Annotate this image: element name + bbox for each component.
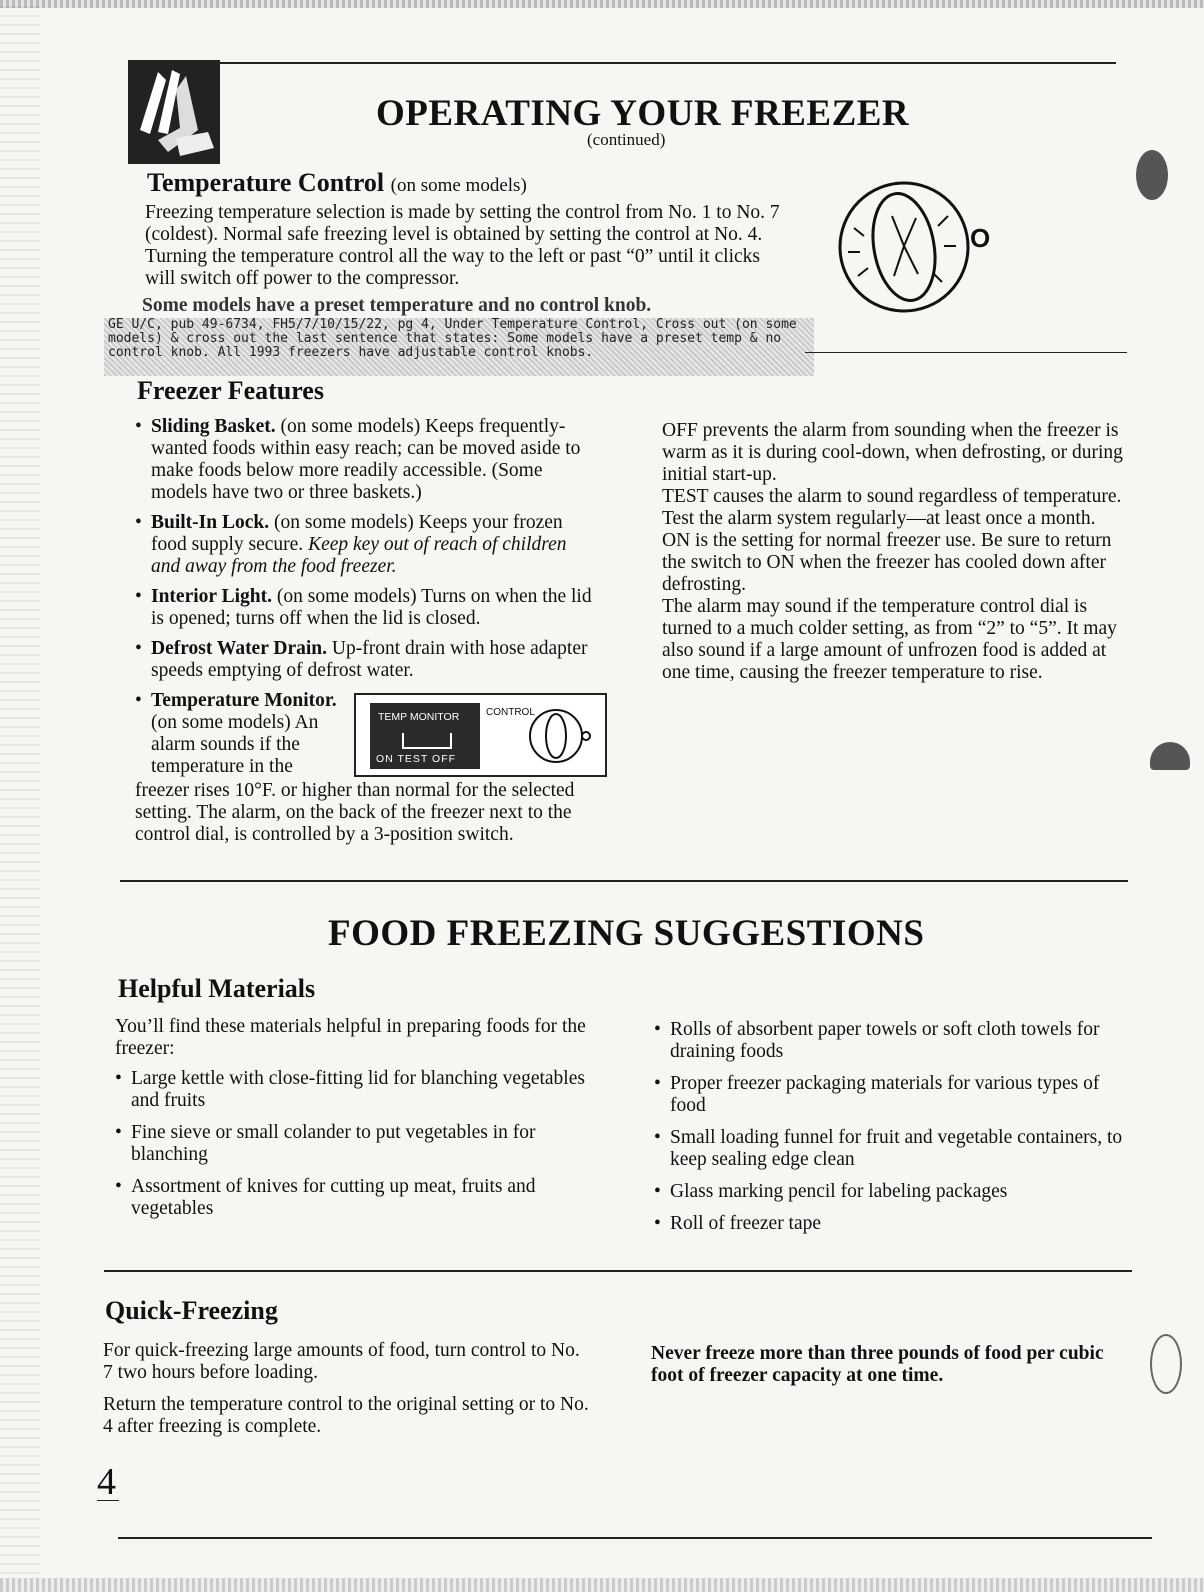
alarm-description: The alarm may sound if the temperature control dial is turned to a much colder setting, as from “2” to “5”. It may also sound if a large amount of unfrozen food is added at one time, causing the freezer temperature to rise. [662, 596, 1117, 683]
quick-freezing-warning: Never freeze more than three pounds of food per cubic foot of freezer capacity at one time. [651, 1343, 1104, 1386]
material-item: • Glass marking pencil for labeling packages [654, 1181, 1134, 1203]
feature-label: Interior Light. [151, 586, 272, 607]
feature-text: (on some models) Keeps your frozen food supply secure. [151, 512, 563, 555]
monitor-switch-panel [370, 703, 480, 769]
quick-freezing-instruction: For quick-freezing large amounts of food, turn control to No. 7 two hours before loading. [103, 1340, 580, 1383]
feature-built-in-lock [135, 512, 595, 578]
edge-index-tab [1150, 1334, 1182, 1394]
temperature-control-heading [147, 168, 527, 198]
editor-annotation: GE U/C, pub 49-6734, FH5/7/10/15/22, pg 4, Under Temperature Control, Cross out (on some models) & cross out the last sentence that states: Some models have a preset temp & no control knob. All 1993 freezers have adjustable control knobs. [104, 318, 814, 376]
feature-text: (on some models) Turns on when the lid is opened; turns off when the lid is closed. [151, 586, 592, 629]
switch-on-description: ON is the setting for normal freezer use. Be sure to return the switch to ON when the freezer has cooled down after defrosting. [662, 530, 1112, 595]
monitor-switch-icon [402, 733, 452, 749]
material-item: • Small loading funnel for fruit and vegetable containers, to keep sealing edge clean [654, 1127, 1134, 1171]
hand-logo-drawing [128, 60, 220, 164]
quick-freezing-left-column [103, 1340, 593, 1438]
material-item: • Assortment of knives for cutting up meat, fruits and vegetables [115, 1176, 595, 1220]
feature-text: Up-front drain with hose adapter speeds emptying of defrost water. [151, 638, 588, 681]
feature-temperature-monitor [135, 690, 351, 778]
header-rule [128, 62, 1116, 64]
control-label: CONTROL [486, 707, 535, 718]
feature-text: (on some models) Keeps frequently-wanted foods within easy reach; can be moved aside to make foods below more readily accessible. (Some models have two or three baskets.) [151, 416, 581, 503]
scan-bottom-edge [0, 1578, 1204, 1592]
scan-top-edge [0, 0, 1204, 8]
feature-text: (on some models) An alarm sounds if the temperature in the [151, 712, 319, 777]
temperature-control-heading-text: Temperature Control [147, 168, 385, 197]
freezer-features-left-column [135, 416, 595, 690]
material-item: • Fine sieve or small colander to put vegetables in for blanching [115, 1122, 595, 1166]
page-subtitle: (continued) [587, 130, 666, 149]
temperature-monitor-continued: freezer rises 10°F. or higher than normal for the selected setting. The alarm, on the back of the freezer next to the control dial, is controlled by a 3-position switch. [135, 780, 575, 845]
feature-sliding-basket [135, 416, 595, 504]
food-freezing-title: FOOD FREEZING SUGGESTIONS [328, 913, 925, 954]
scan-left-edge [0, 0, 40, 1592]
material-item: • Large kettle with close-fitting lid for blanching vegetables and fruits [115, 1068, 595, 1112]
freezer-features-right-column [662, 420, 1132, 684]
helpful-materials-left-column [115, 1016, 595, 1228]
section-rule [104, 1270, 1132, 1272]
feature-warning-text: Keep key out of reach of children and away from the food freezer. [151, 534, 567, 577]
temperature-monitor-panel [354, 693, 607, 777]
monitor-label: TEMP MONITOR [378, 711, 460, 723]
helpful-materials-intro: You’ll find these materials helpful in preparing foods for the freezer: [115, 1016, 586, 1059]
helpful-materials-right-column [654, 1019, 1134, 1243]
material-item: • Proper freezer packaging materials for various types of food [654, 1073, 1134, 1117]
feature-label: Built-In Lock. [151, 512, 270, 533]
material-item: • Rolls of absorbent paper towels or soft cloth towels for draining foods [654, 1019, 1134, 1063]
monitor-switch-label: ON TEST OFF [376, 753, 457, 765]
switch-test-description: TEST causes the alarm to sound regardless of temperature. Test the alarm system regularly—at least once a month. [662, 486, 1122, 529]
feature-label: Temperature Monitor. [151, 690, 337, 711]
quick-freezing-heading: Quick-Freezing [105, 1296, 278, 1325]
page-title: OPERATING YOUR FREEZER [376, 93, 910, 134]
dial-off-marker: O [970, 223, 991, 253]
section-rule [120, 880, 1128, 882]
panel-dial-icon [526, 703, 592, 769]
hand-logo-icon [128, 60, 220, 164]
preset-temperature-note: Some models have a preset temperature and no control knob. [142, 295, 652, 316]
switch-off-description: OFF prevents the alarm from sounding when the freezer is warm as it is during cool-down, when defrosting, or during initial start-up. [662, 420, 1123, 485]
temperature-control-heading-note: (on some models) [390, 175, 527, 196]
helpful-materials-heading: Helpful Materials [118, 974, 316, 1003]
quick-freezing-return-instruction: Return the temperature control to the original setting or to No. 4 after freezing is complete. [103, 1394, 589, 1437]
footer-rule [118, 1537, 1152, 1539]
footer-rule [97, 1500, 119, 1501]
freezer-features-heading: Freezer Features [137, 376, 324, 405]
page-number: 4 [97, 1461, 116, 1503]
feature-label: Defrost Water Drain. [151, 638, 328, 659]
material-item: • Roll of freezer tape [654, 1213, 1134, 1235]
feature-label: Sliding Basket. [151, 416, 276, 437]
edge-index-tab [1136, 150, 1168, 200]
temperature-control-body: Freezing temperature selection is made by setting the control from No. 1 to No. 7 (coldest). Normal safe freezing level is obtained by setting the control at No. 4. Turning the temperature control all the way to the left or past “0” until it clicks will switch off power to the compressor. [145, 202, 780, 289]
feature-interior-light [135, 586, 595, 630]
feature-defrost-drain [135, 638, 595, 682]
section-rule [805, 352, 1127, 353]
edge-index-tab [1150, 742, 1190, 770]
